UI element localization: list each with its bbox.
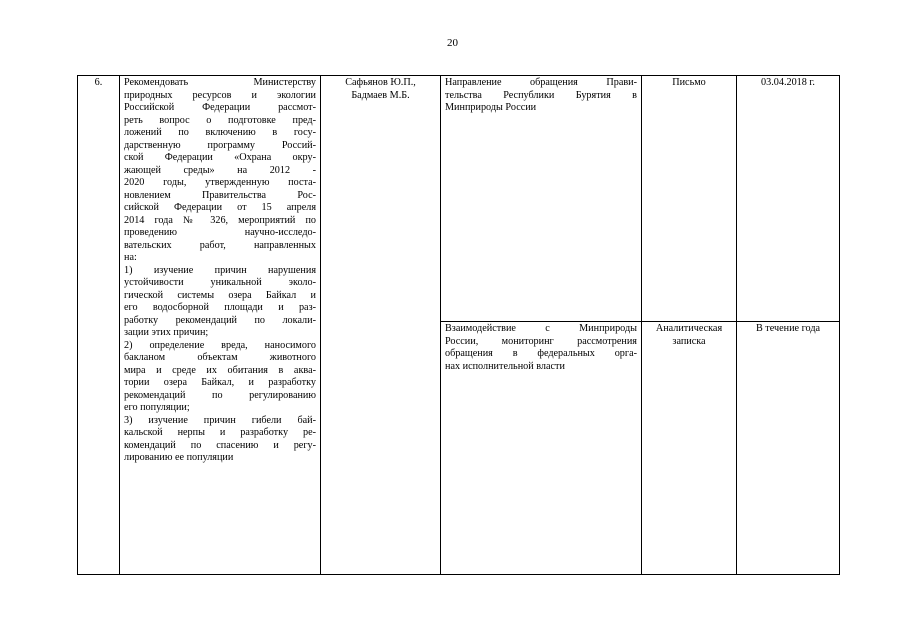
task-line: тории озера Байкал, и разработку	[124, 377, 316, 388]
form-line: Аналитическая	[655, 323, 723, 334]
table-row	[78, 76, 840, 322]
responsible-line: Бадмаев М.Б.	[351, 89, 410, 101]
task-line: лированию ее популяции	[124, 452, 234, 463]
action-line: Взаимодействие с Минприроды	[445, 323, 637, 334]
task-line: Рекомендовать Министерству	[124, 77, 316, 88]
measures-table	[77, 75, 840, 575]
term-cell-1: 03.04.2018 г.	[737, 76, 840, 322]
task-line: ской Федерации «Охрана окру-	[124, 152, 316, 163]
task-description	[120, 76, 321, 575]
action-cell-1	[441, 76, 642, 322]
task-line: зации этих причин;	[124, 327, 209, 338]
task-line: жающей среды» на 2012 -	[124, 164, 316, 176]
task-line: на:	[124, 252, 137, 263]
task-line: ложений по включению в госу-	[124, 127, 316, 138]
action-cell-2	[441, 322, 642, 575]
form-line: записка	[672, 335, 706, 347]
action-line: обращения в федеральных орга-	[445, 348, 637, 359]
action-line: нах исполнительной власти	[445, 360, 565, 372]
task-line: проведению научно-исследо-	[124, 227, 316, 238]
task-line: устойчивости уникальной эколо-	[124, 277, 316, 288]
task-line: вательских работ, направленных	[124, 239, 316, 251]
task-line: кальской нерпы и разработку ре-	[124, 427, 316, 438]
responsible-line: Сафьянов Ю.П.,	[345, 77, 416, 88]
form-cell-2	[642, 322, 737, 575]
task-line: природных ресурсов и экологии	[124, 89, 316, 101]
task-line: дарственную программу Россий-	[124, 139, 316, 151]
task-line: 2020 годы, утвержденную поста-	[124, 177, 316, 188]
task-line: сийской Федерации от 15 апреля	[124, 202, 316, 213]
task-line: Российской Федерации рассмот-	[124, 102, 316, 113]
task-line: мира и среде их обитания в аква-	[124, 364, 316, 376]
task-line: рекомендаций по регулированию	[124, 389, 316, 401]
action-line: Минприроды России	[445, 102, 537, 113]
action-line: Направление обращения Прави-	[445, 77, 637, 88]
task-line: бакланом объектам животного	[124, 352, 316, 363]
task-line: гической системы озера Байкал и	[124, 289, 316, 301]
term-cell-2: В течение года	[737, 322, 840, 575]
task-line: новлением Правительства Рос-	[124, 189, 316, 201]
task-line: его популяции;	[124, 402, 190, 413]
task-line: работку рекомендаций по локали-	[124, 314, 316, 326]
page-number: 20	[447, 37, 458, 49]
action-line: тельства Республики Бурятия в	[445, 89, 637, 101]
form-cell-1: Письмо	[642, 76, 737, 322]
task-line: 1) изучение причин нарушения	[124, 264, 316, 276]
row-number: 6.	[78, 76, 120, 575]
task-line: реть вопрос о подготовке пред-	[124, 114, 316, 126]
task-line: 3) изучение причин гибели бай-	[124, 414, 316, 426]
action-line: России, мониторинг рассмотрения	[445, 335, 637, 347]
task-line: его водосборной площади и раз-	[124, 302, 316, 313]
task-line: 2014 года № 326, мероприятий по	[124, 214, 316, 226]
task-line: комендаций по спасению и регу-	[124, 439, 316, 451]
task-line: 2) определение вреда, наносимого	[124, 339, 316, 351]
responsible-persons	[321, 76, 441, 575]
